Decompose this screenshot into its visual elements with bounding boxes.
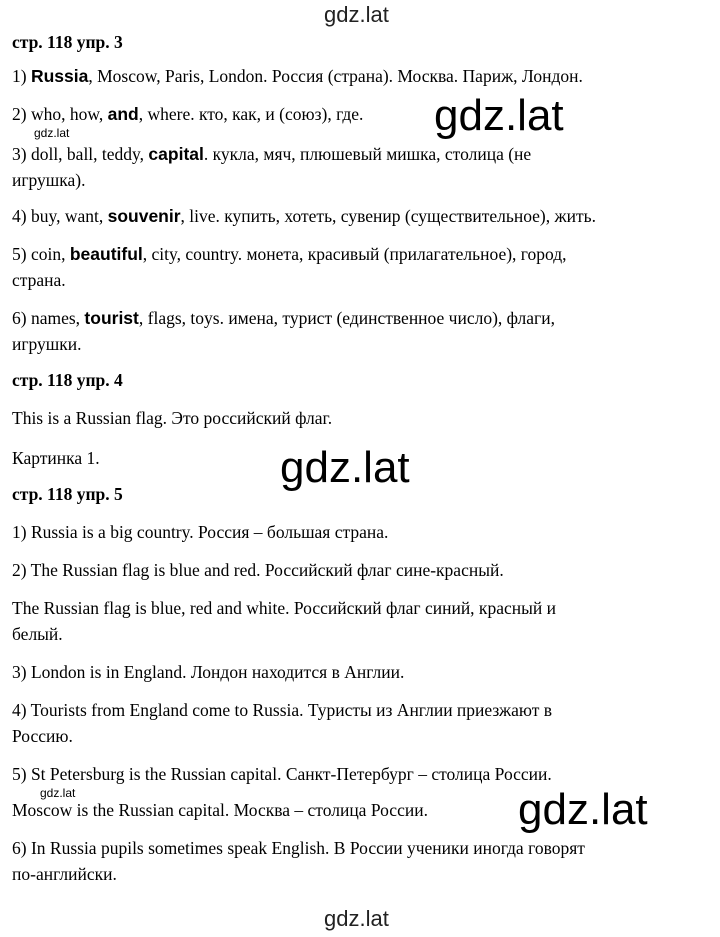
- ex5-line-7: Moscow is the Russian capital. Москва – столица России.: [12, 800, 428, 820]
- watermark-small-1: gdz.lat: [34, 126, 70, 140]
- ex5-line-4: 3) London is in England. Лондон находится в Англии.: [12, 662, 405, 682]
- ex5-line-2: 2) The Russian flag is blue and red. Российский флаг сине-красный.: [12, 560, 504, 580]
- item-text: , flags, toys. имена, турист (единственное число), флаги,: [138, 308, 555, 328]
- item-text: . кукла, мяч, плюшевый мишка, столица (не: [203, 144, 532, 164]
- watermark-big-2: gdz.lat: [276, 444, 414, 492]
- bold-word: capital: [148, 144, 204, 164]
- ex5-line-1: 1) Russia is a big country. Россия – большая страна.: [12, 522, 389, 542]
- bold-word: Russia: [30, 66, 89, 86]
- ex5-line-6: 5) St Petersburg is the Russian capital. Санкт-Петербург – столица России.: [12, 764, 552, 784]
- item-text: , where. кто, как, и (союз), где.: [138, 104, 364, 124]
- ex5-line-5: 4) Tourists from England come to Russia. Туристы из Англии приезжают в: [12, 700, 552, 720]
- ex3-item-3: [12, 144, 531, 164]
- ex5-line-8: 6) In Russia pupils sometimes speak English. В России ученики иногда говорят: [12, 838, 585, 858]
- heading-ex5: стр. 118 упр. 5: [12, 484, 123, 504]
- watermark-top: gdz.lat: [324, 2, 389, 27]
- ex3-item-6: [12, 308, 555, 328]
- item-text: 6) names,: [12, 308, 85, 328]
- ex3-item-5-cont: страна.: [12, 270, 66, 290]
- ex4-line-1: This is a Russian flag. Это российский флаг.: [12, 408, 333, 428]
- heading-ex3: стр. 118 упр. 3: [12, 32, 123, 52]
- item-text: 2) who, how,: [12, 104, 108, 124]
- item-text: , city, country. монета, красивый (прилагательное), город,: [142, 244, 567, 264]
- bold-word: tourist: [84, 308, 139, 328]
- heading-ex4: стр. 118 упр. 4: [12, 370, 123, 390]
- ex4-line-2: Картинка 1.: [12, 448, 100, 468]
- watermark-bottom: gdz.lat: [324, 906, 389, 931]
- ex3-item-1: [12, 66, 583, 86]
- item-number: 1): [12, 66, 31, 86]
- ex3-item-2: [12, 104, 363, 124]
- item-text: 3) doll, ball, teddy,: [12, 144, 149, 164]
- item-text: 5) coin,: [12, 244, 70, 264]
- item-text: , live. купить, хотеть, сувенир (существительное), жить.: [180, 206, 596, 226]
- ex3-item-5: [12, 244, 567, 264]
- item-text: 4) buy, want,: [12, 206, 108, 226]
- ex5-line-5-cont: Россию.: [12, 726, 73, 746]
- ex3-item-3-cont: игрушка).: [12, 170, 86, 190]
- ex5-line-3: The Russian flag is blue, red and white. Российский флаг синий, красный и: [12, 598, 556, 618]
- ex3-item-6-cont: игрушки.: [12, 334, 82, 354]
- ex3-item-4: [12, 206, 596, 226]
- ex5-line-8-cont: по-английски.: [12, 864, 117, 884]
- bold-word: beautiful: [69, 244, 143, 264]
- bold-word: and: [107, 104, 139, 124]
- item-text: , Moscow, Paris, London. Россия (страна). Москва. Париж, Лондон.: [88, 66, 583, 86]
- ex5-line-3-cont: белый.: [12, 624, 63, 644]
- watermark-big-3: gdz.lat: [514, 786, 652, 834]
- bold-word: souvenir: [107, 206, 181, 226]
- watermark-small-2: gdz.lat: [40, 786, 76, 800]
- watermark-big-1: gdz.lat: [430, 92, 568, 140]
